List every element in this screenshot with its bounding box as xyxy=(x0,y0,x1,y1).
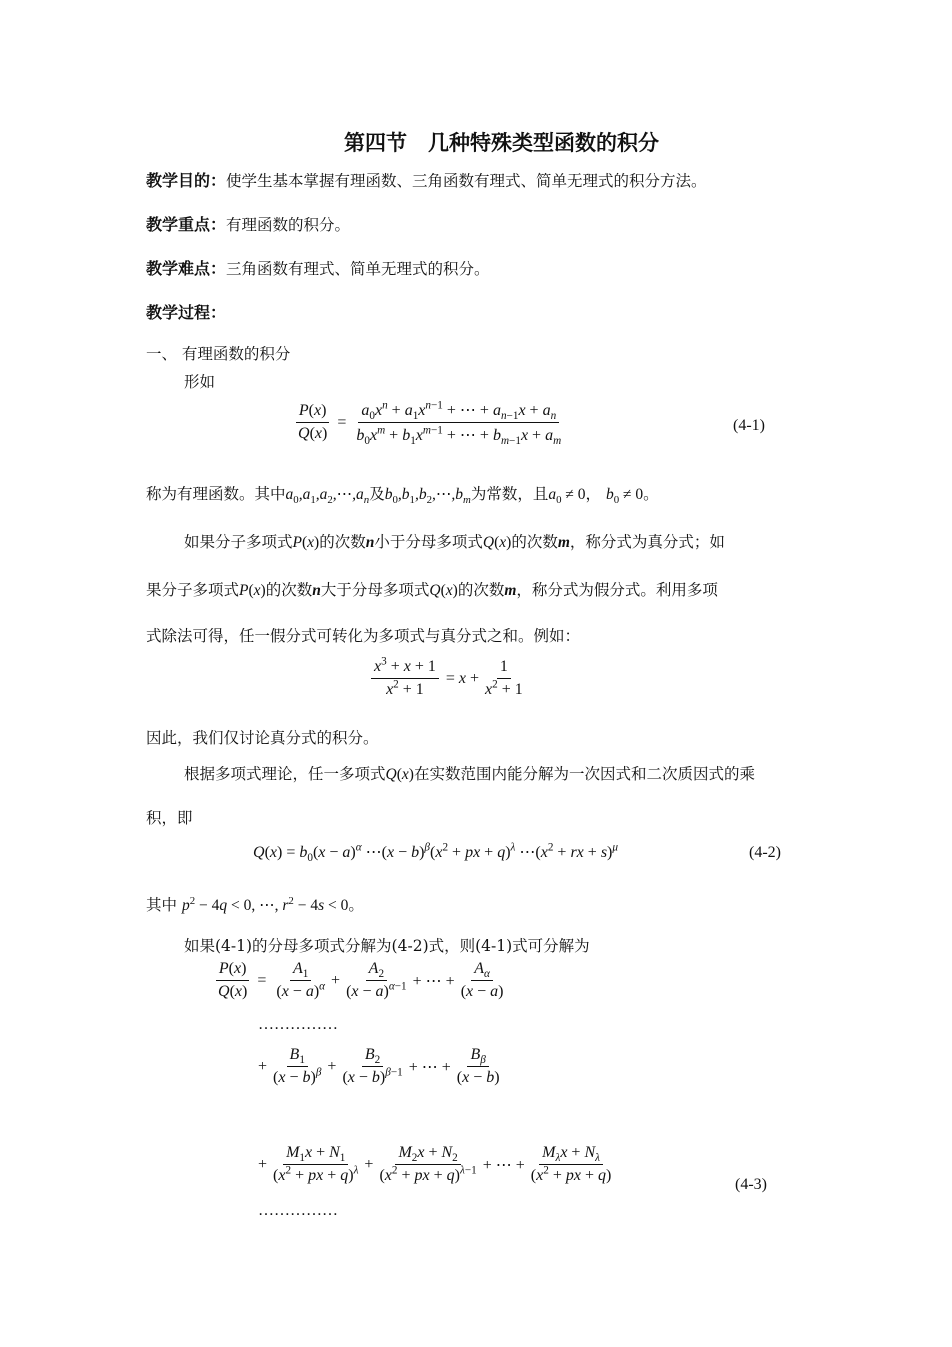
para-degree-3: 式除法可得，任一假分式可转化为多项式与真分式之和。例如： xyxy=(146,627,581,645)
objective-text: 使学生基本掌握有理函数、三角函数有理式、简单无理式的积分方法。 xyxy=(226,172,707,190)
equation-4-1: $\frac{P(x)}{Q(x)}$ = $\frac{a_0x^n + a_1x^{n-1} + \cdots + a_{n-1}x + a_n}{b_0x^m + b_1x^{m-1} + \cdots + b_{m-1}x + a_m}$ xyxy=(292,400,567,445)
equation-4-2-tag: (4-2) xyxy=(749,844,781,861)
section1-intro: 形如 xyxy=(184,373,216,391)
equation-4-3-tag: (4-3) xyxy=(735,1176,767,1193)
page-title: 第四节 几种特殊类型函数的积分 xyxy=(344,131,659,155)
para-where: 其中 $p^2 - 4q < 0$, ⋯, $r^2 - 4s < 0$。 xyxy=(146,894,364,914)
para-rational: 称为有理函数。其中$a_0,a_1,a_2,\cdots,a_n$及$b_0,b_1,b_2,\cdots,b_m$为常数，且$a_0 \ne 0$， $b_0 \ne 0$。 xyxy=(146,485,659,507)
key-point-line xyxy=(146,212,350,235)
objective-label: 教学目的： xyxy=(146,171,227,190)
para-theory-1: 根据多项式理论，任一多项式Q(x)在实数范围内能分解为一次因式和二次质因式的乘 xyxy=(184,765,755,783)
equation-4-2: $Q(x) = b_0(x - a)^\alpha$ ⋯(x − $b)^\beta(x^2$ + px + q)$^\lambda$ $\cdots(x^2$ + rx + s)$^\mu$ xyxy=(253,841,618,865)
difficulty-line xyxy=(146,256,490,279)
para-theory-2: 积，即 xyxy=(146,809,193,827)
equation-4-1-tag: (4-1) xyxy=(733,417,765,434)
process-label: 教学过程： xyxy=(146,303,227,322)
equation-4-3-line1: $\frac{P(x)}{Q(x)}$ = $\frac{A_1}{(x - a)^\alpha}$ + $\frac{A_2}{(x - a)^{\alpha-1}}$ + ⋯ + $\frac{A_\alpha}{(x - a)}$ xyxy=(212,960,509,1001)
difficulty-text: 三角函数有理式、简单无理式的积分。 xyxy=(226,260,490,278)
example-equation: $\frac{x^3 + x + 1}{x^2 + 1}$ = x + $\frac{1}{x^2 + 1}$ xyxy=(368,658,529,699)
para-degree-1: 如果分子多项式P(x)的次数n小于分母多项式Q(x)的次数m，称分式为真分式；如 xyxy=(184,533,725,551)
key-point-text: 有理函数的积分。 xyxy=(226,216,351,234)
objective-line xyxy=(146,168,707,191)
section1-heading: 一、 有理函数的积分 xyxy=(146,345,291,363)
equation-4-3-line3: + $\frac{M_1x + N_1}{(x^2 + px + q)^\lambda}$ + $\frac{M_2x + N_2}{(x^2 + px + q)^{\lambda-1}}$ + ⋯ + $\frac{M_\lambda x + N_\lambda}{(x^2 + px + q)}$ xyxy=(258,1144,612,1184)
para-if: 如果(4-1)的分母多项式分解为(4-2)式，则(4-1)式可分解为 xyxy=(184,937,590,955)
difficulty-label: 教学难点： xyxy=(146,259,227,278)
dots-1: …………… xyxy=(258,1016,338,1033)
dots-2: …………… xyxy=(258,1202,338,1219)
para-degree-2: 果分子多项式P(x)的次数n大于分母多项式Q(x)的次数m，称分式为假分式。利用多项 xyxy=(146,581,718,599)
key-point-label: 教学重点： xyxy=(146,215,227,234)
para-therefore: 因此，我们仅讨论真分式的积分。 xyxy=(146,729,379,747)
equation-4-3-line2: + $\frac{B_1}{(x - b)^\beta}$ + $\frac{B_2}{(x - b)^{\beta-1}}$ + ⋯ + $\frac{B_\beta}{(x - b)}$ xyxy=(258,1046,500,1086)
